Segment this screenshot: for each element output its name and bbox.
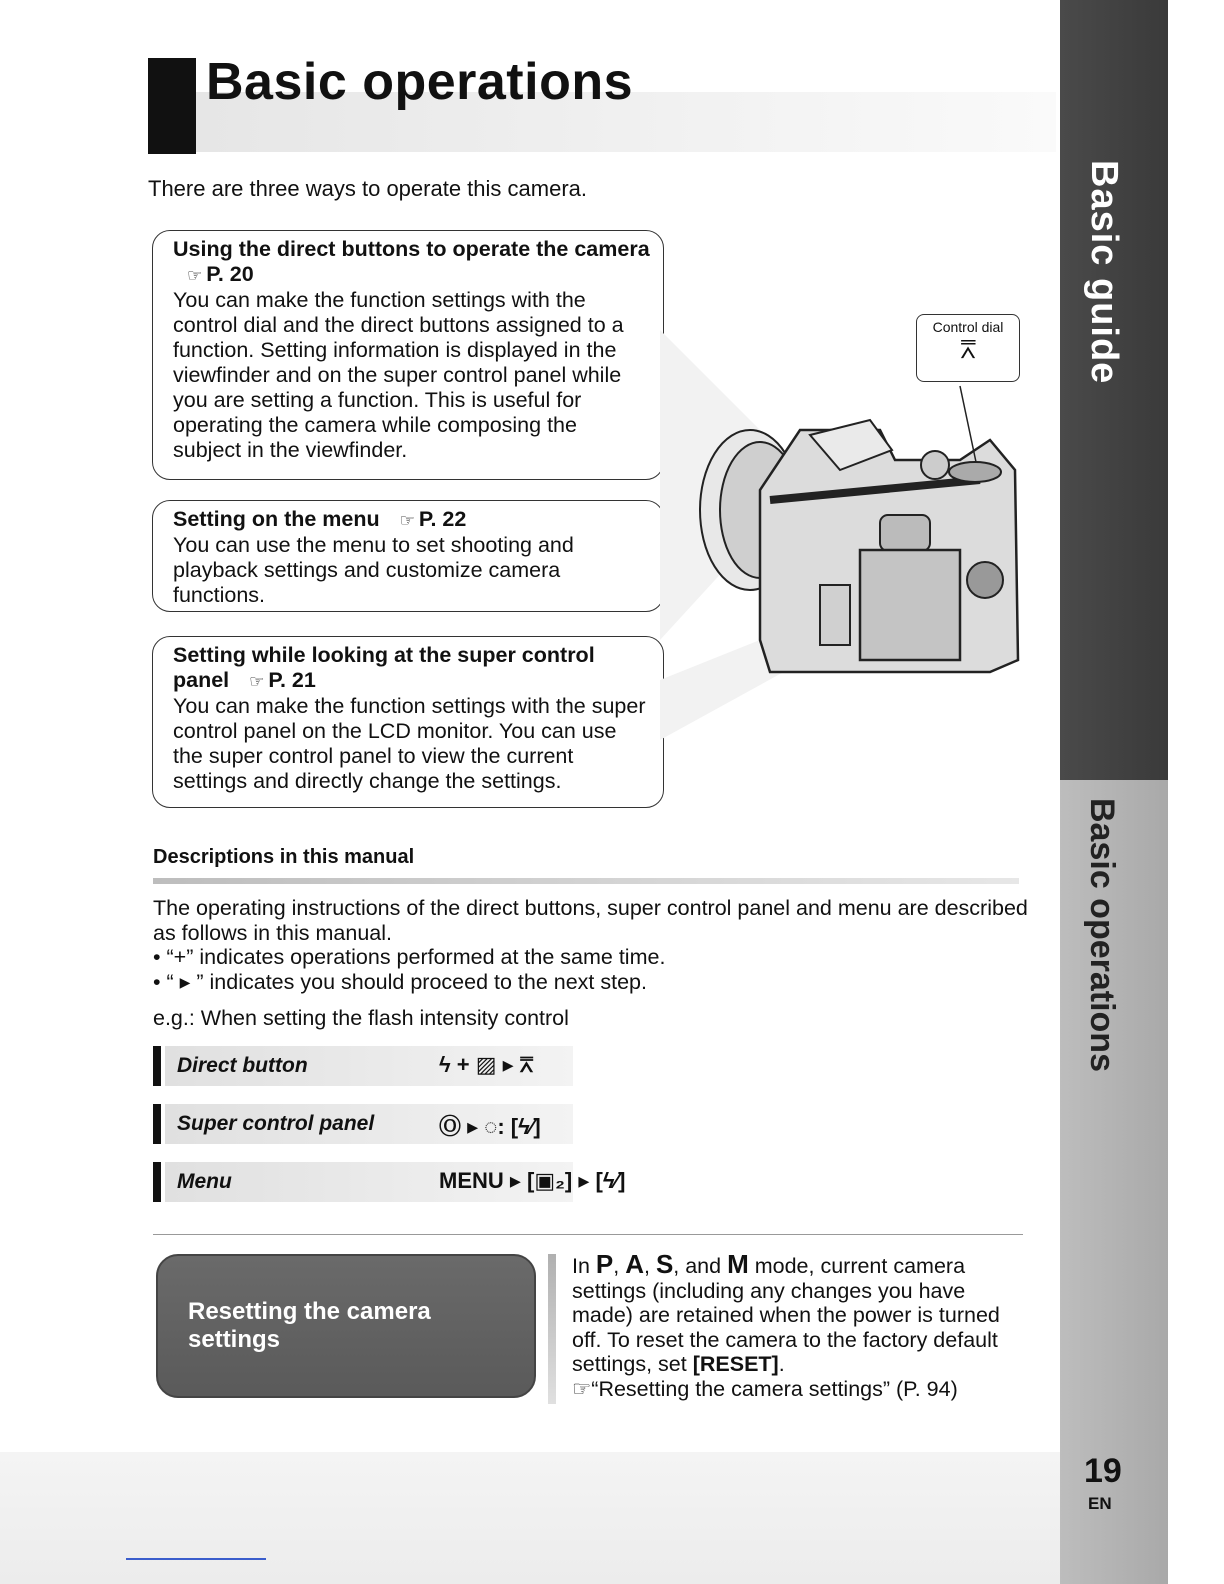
lcd-monitor-icon <box>860 550 960 660</box>
operation-row-menu <box>153 1160 853 1200</box>
mode-m: M <box>727 1249 749 1279</box>
reset-setting-label: [RESET] <box>692 1352 779 1376</box>
operation-sequence: MENU ▸ [▣₂] ▸ [ϟ∕] <box>439 1168 626 1193</box>
control-dial-callout <box>916 314 1020 382</box>
page-language: EN <box>1088 1494 1112 1513</box>
divider <box>153 1234 1023 1235</box>
method-body: You can make the function settings with the control dial and the direct buttons assigned to a function. Setting information is displayed in the viewfinder and on the super control panel while you are setting a function. This is useful for operating the camera while composing the subject in the viewfinder. <box>173 288 624 462</box>
page-reference[interactable]: ☞ P. 22 <box>399 507 467 531</box>
operation-label: Menu <box>177 1170 232 1193</box>
operation-sequence: ϟ + ▨ ▸ ⩞ <box>439 1052 534 1077</box>
title-accent-bar <box>148 58 196 154</box>
section-rule <box>153 878 1019 884</box>
example-text: e.g.: When setting the flash intensity control <box>153 1006 569 1030</box>
descriptions-body: The operating instructions of the direct buttons, super control panel and menu are described as follows in this manual. • “+” indicates operations performed at the same time. • “ ▸ ” indicates you should proceed to the next step. <box>153 896 1033 994</box>
method-box-super-control-panel <box>152 636 664 808</box>
method-body: You can make the function settings with the super control panel on the LCD monitor. You can use the super control panel to view the current settings and directly change the settings. <box>173 694 646 793</box>
reset-panel-title: Resetting the camera settings <box>188 1298 431 1353</box>
page-title: Basic operations <box>206 53 634 111</box>
dial-turn-icon: ⩞ <box>960 334 976 364</box>
method-box-menu <box>152 500 664 612</box>
bullet-item: • “+” indicates operations performed at the same time. <box>153 945 666 969</box>
method-title: Setting on the menu ☞ P. 22 <box>173 507 467 531</box>
dial-callout-line <box>960 386 976 462</box>
reference-icon: ☞ <box>399 511 415 530</box>
reset-accent-bar <box>548 1254 556 1404</box>
bullet-item: • “ ▸ ” indicates you should proceed to the next step. <box>153 969 647 994</box>
footer-line <box>126 1558 266 1560</box>
method-title: Using the direct buttons to operate the camera ☞ P. 20 <box>173 237 650 286</box>
page-reference[interactable]: ☞ P. 21 <box>249 668 316 692</box>
reference-icon: ☞ <box>249 672 265 691</box>
reset-panel <box>156 1254 536 1398</box>
method-title: Setting while looking at the super control panel ☞ P. 21 <box>173 643 595 692</box>
arrow-pad-icon <box>967 562 1003 598</box>
reference-icon: ☞ <box>572 1376 592 1401</box>
side-tab-basic-guide[interactable] <box>1060 0 1168 780</box>
viewfinder-icon <box>880 515 930 551</box>
mode-a: A <box>625 1249 644 1279</box>
section-heading: Descriptions in this manual <box>153 846 415 868</box>
mode-p: P <box>595 1249 614 1279</box>
operation-row-direct-button <box>153 1044 853 1084</box>
operation-sequence: Ⓞ ▸ ◌: [ϟ∕] <box>439 1114 541 1139</box>
page-number: 19 <box>1084 1452 1122 1490</box>
reset-text: In P, A, S, and M mode, current camera settings (including any changes you have made) are retained when the power is turned off. To reset the camera to the factory default settings, set [RESET]. ☞“Resetting the camera settings” (P. 94) <box>572 1249 1000 1401</box>
operation-label: Direct button <box>177 1054 308 1077</box>
control-dial-icon <box>949 462 1001 482</box>
method-box-direct-buttons <box>152 230 664 480</box>
operation-row-super-control-panel <box>153 1102 853 1142</box>
page-reference[interactable]: ☞ P. 20 <box>187 262 254 286</box>
intro-text: There are three ways to operate this camera. <box>148 176 587 201</box>
side-tab-label: Basic guide <box>1083 160 1125 385</box>
reset-page-reference[interactable]: “Resetting the camera settings” (P. 94) <box>591 1376 958 1401</box>
reference-icon: ☞ <box>187 266 203 285</box>
mode-s: S <box>655 1249 674 1279</box>
method-body: You can use the menu to set shooting and playback settings and customize camera functions. <box>173 533 574 607</box>
page-header <box>148 52 1048 154</box>
bottom-band <box>0 1452 1060 1584</box>
control-dial-label: Control dial <box>932 319 1004 335</box>
side-tab-label: Basic operations <box>1083 798 1121 1072</box>
operation-label: Super control panel <box>177 1112 375 1135</box>
